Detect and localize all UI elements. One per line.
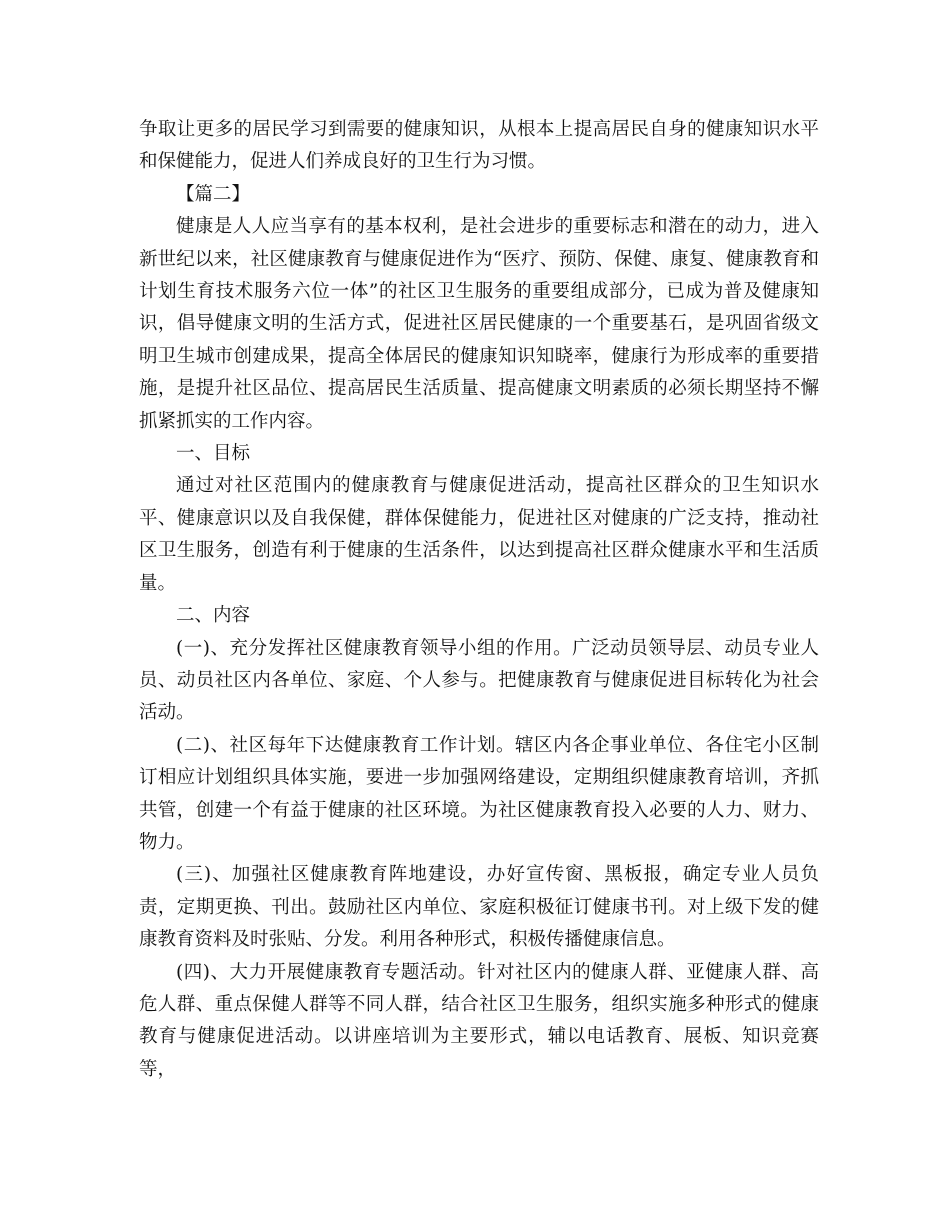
paragraph-intro: 健康是人人应当享有的基本权利，是社会进步的重要标志和潜在的动力，进入新世纪以来，社区健康教育与健康促进作为“医疗、预防、保健、康复、健康教育和计划生育技术服务六位一体”的社区卫生服务的重要组成部分，已成为普及健康知识，倡导健康文明的生活方式，促进社区居民健康的一个重要基石，是巩固省级文明卫生城市创建成果，提高全体居民的健康知识知晓率，健康行为形成率的重要措施，是提升社区品位、提高居民生活质量、提高健康文明素质的必须长期坚持不懈抓紧抓实的工作内容。 (139, 216, 819, 432)
paragraph-continuation: 争取让更多的居民学习到需要的健康知识，从根本上提高居民自身的健康知识水平和保健能力，促进人们养成良好的卫生行为习惯。 (139, 119, 819, 173)
heading-content: 二、内容 (176, 605, 251, 627)
section-heading-part-two: 【篇二】 (176, 183, 251, 205)
paragraph-item-4: (四)、大力开展健康教育专题活动。针对社区内的健康人群、亚健康人群、高危人群、重点保健人群等不同人群，结合社区卫生服务，组织实施多种形式的健康教育与健康促进活动。以讲座培训为主要形式，辅以电话教育、展板、知识竞赛等， (139, 961, 819, 1080)
paragraph-item-3: (三)、加强社区健康教育阵地建设，办好宣传窗、黑板报，确定专业人员负责，定期更换、刊出。鼓励社区内单位、家庭积极征订健康书刊。对上级下发的健康教育资料及时张贴、分发。利用各种形式，积极传播健康信息。 (139, 864, 819, 951)
paragraph-item-1: (一)、充分发挥社区健康教育领导小组的作用。广泛动员领导层、动员专业人员、动员社区内各单位、家庭、个人参与。把健康教育与健康促进目标转化为社会活动。 (139, 637, 819, 724)
paragraph-item-2: (二)、社区每年下达健康教育工作计划。辖区内各企事业单位、各住宅小区制订相应计划组织具体实施，要进一步加强网络建设，定期组织健康教育培训，齐抓共管，创建一个有益于健康的社区环境。为社区健康教育投入必要的人力、财力、物力。 (139, 734, 819, 853)
paragraph-goals: 通过对社区范围内的健康教育与健康促进活动，提高社区群众的卫生知识水平、健康意识以及自我保健，群体保健能力，促进社区对健康的广泛支持，推动社区卫生服务，创造有利于健康的生活条件，以达到提高社区群众健康水平和生活质量。 (139, 475, 819, 594)
heading-goals: 一、目标 (176, 443, 251, 465)
document-body (139, 114, 819, 1086)
